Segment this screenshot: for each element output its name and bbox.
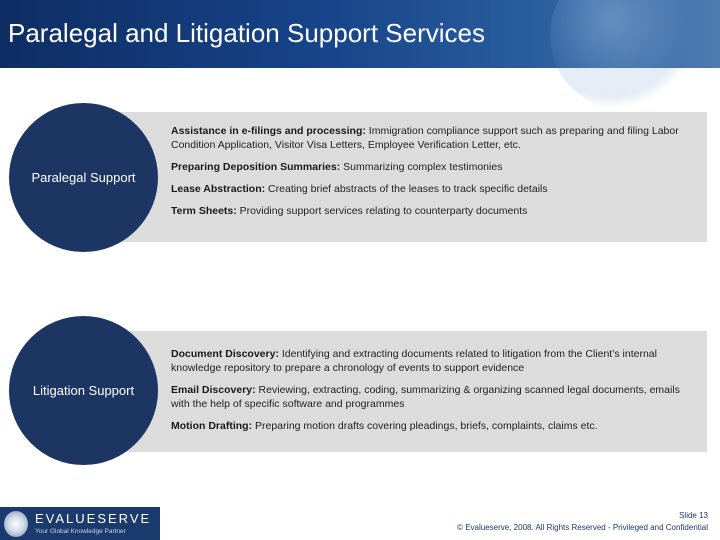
paralegal-circle (9, 103, 158, 252)
item-text: Identifying and extracting documents related to litigation from the Client’s internal knowledge repository to prepare a chronology of events to support evidence (171, 348, 657, 374)
item-text: Preparing motion drafts covering pleadings, briefs, complaints, claims etc. (252, 420, 598, 432)
paralegal-list (171, 124, 691, 226)
logo-brand: EVALUESERVE (35, 511, 152, 526)
item-text: Immigration compliance support such as preparing and filing Labor Condition Application, Visitor Visa Letters, Employee Verification Letter, etc. (171, 125, 679, 151)
logo-tagline: Your Global Knowledge Partner (35, 528, 126, 535)
list-item (171, 419, 691, 433)
litigation-circle (9, 316, 158, 465)
item-text: Creating brief abstracts of the leases to track specific details (265, 183, 548, 195)
litigation-circle-label: Litigation Support (32, 383, 135, 398)
item-heading: Assistance in e-filings and processing: (171, 125, 366, 137)
list-item (171, 383, 691, 411)
item-heading: Preparing Deposition Summaries: (171, 161, 341, 173)
paralegal-circle-label: Paralegal Support (31, 170, 136, 185)
copyright-notice: © Evalueserve, 2008. All Rights Reserved - Privileged and Confidential (457, 523, 708, 532)
emblem-icon (4, 511, 28, 537)
item-heading: Email Discovery: (171, 384, 256, 396)
page-title: Paralegal and Litigation Support Services (8, 18, 485, 48)
list-item (171, 124, 691, 152)
globe-decoration (550, 0, 700, 110)
item-heading: Motion Drafting: (171, 420, 253, 432)
list-item (171, 204, 691, 218)
item-text: Reviewing, extracting, coding, summarizing & organizing scanned legal documents, emails with the help of specific software and programmes (171, 384, 680, 410)
litigation-list (171, 347, 691, 441)
list-item (171, 160, 691, 174)
item-text: Providing support services relating to counterparty documents (236, 205, 528, 217)
list-item (171, 347, 691, 375)
item-heading: Term Sheets: (171, 205, 237, 217)
list-item (171, 182, 691, 196)
title-bar (0, 0, 720, 68)
slide-number: Slide 13 (679, 511, 708, 520)
item-text: Summarizing complex testimonies (340, 161, 503, 173)
item-heading: Document Discovery: (171, 348, 279, 360)
item-heading: Lease Abstraction: (171, 183, 266, 195)
evalueserve-logo (0, 507, 160, 540)
